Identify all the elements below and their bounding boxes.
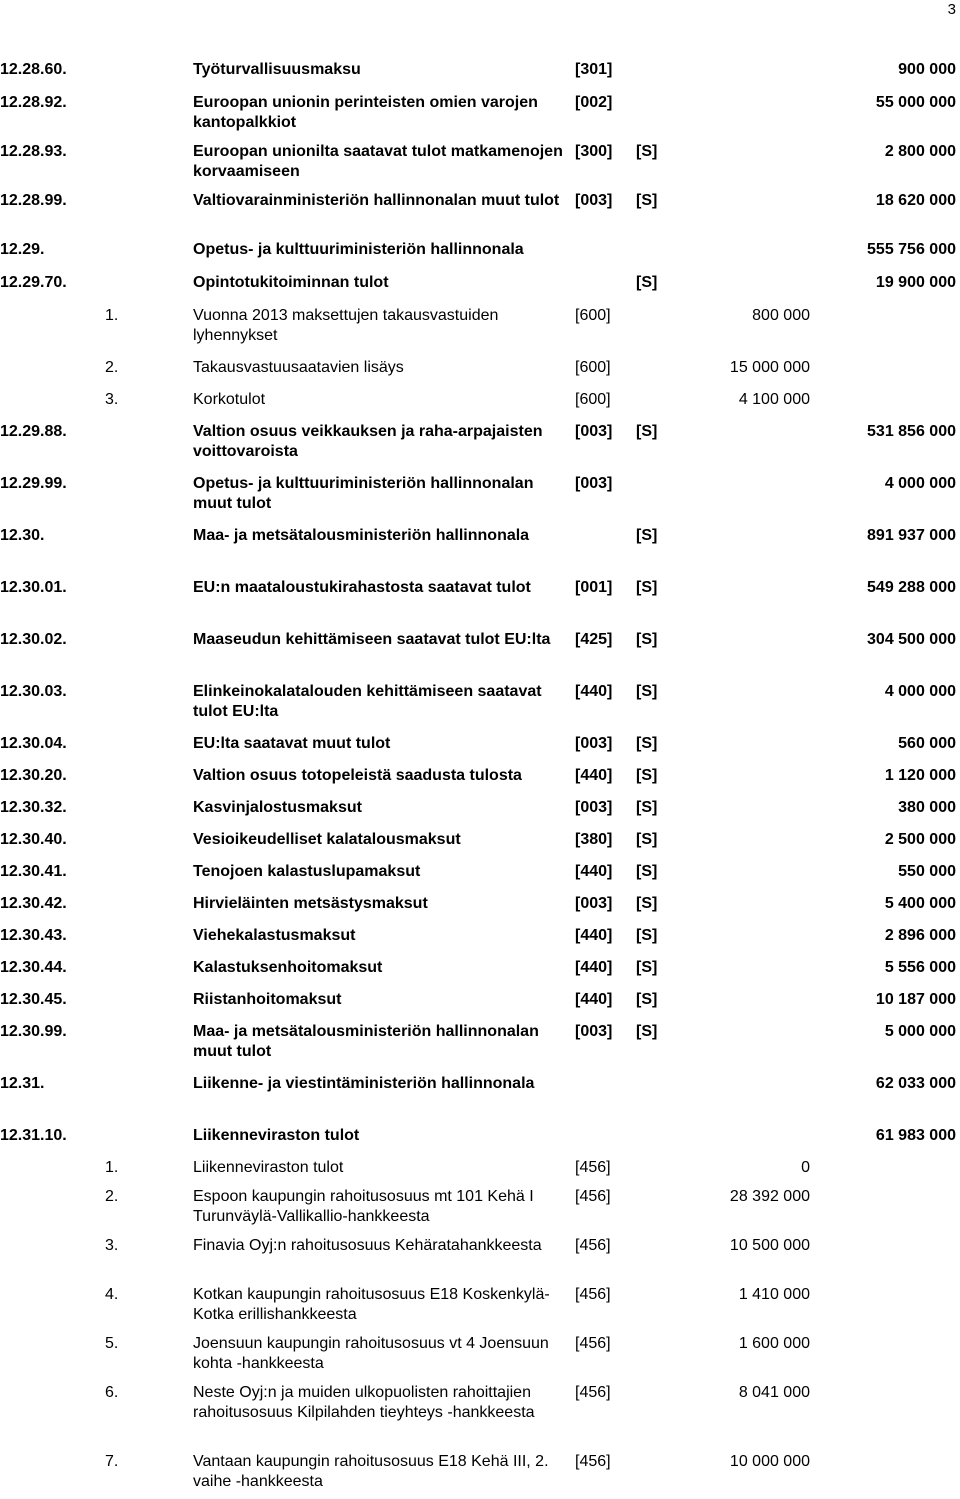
budget-row bbox=[0, 91, 960, 133]
row-amount: 304 500 000 bbox=[867, 631, 956, 648]
budget-income-list bbox=[0, 58, 960, 1499]
row-tag: [S] bbox=[636, 192, 658, 209]
row-amount: 380 000 bbox=[898, 799, 956, 816]
row-label: Vesioikeudelliset kalatalousmaksut bbox=[193, 831, 461, 848]
row-label: Elinkeinokalatalouden kehittämiseen saatavat tulot EU:lta bbox=[193, 683, 542, 720]
row-tag: [S] bbox=[636, 863, 658, 880]
row-code: 12.28.93. bbox=[0, 143, 67, 160]
budget-row bbox=[0, 524, 960, 566]
row-ref: [440] bbox=[575, 927, 613, 944]
row-code: 12.30.45. bbox=[0, 991, 67, 1008]
row-amount: 2 500 000 bbox=[884, 831, 956, 848]
sub-item-label: Joensuun kaupungin rahoitusosuus vt 4 Joensuun kohta -hankkeesta bbox=[193, 1335, 549, 1372]
sub-item-label: Takausvastuusaatavien lisäys bbox=[193, 359, 404, 376]
row-ref: [003] bbox=[575, 423, 613, 440]
row-ref: [003] bbox=[575, 1023, 613, 1040]
sub-item-ref: [456] bbox=[575, 1159, 611, 1176]
row-amount: 4 000 000 bbox=[884, 683, 956, 700]
sub-item-amount: 1 410 000 bbox=[738, 1286, 810, 1303]
page-number: 3 bbox=[947, 1, 956, 18]
sub-item-ref: [456] bbox=[575, 1335, 611, 1352]
sub-item-number: 4. bbox=[105, 1286, 119, 1303]
row-tag: [S] bbox=[636, 735, 658, 752]
budget-row bbox=[0, 140, 960, 182]
row-ref: [380] bbox=[575, 831, 613, 848]
budget-row bbox=[0, 860, 960, 882]
budget-row bbox=[0, 1124, 960, 1146]
sub-item-row bbox=[0, 1283, 960, 1325]
sub-item-number: 6. bbox=[105, 1384, 119, 1401]
row-code: 12.30.41. bbox=[0, 863, 67, 880]
sub-item-ref: [456] bbox=[575, 1237, 611, 1254]
budget-row bbox=[0, 238, 960, 260]
row-tag: [S] bbox=[636, 831, 658, 848]
row-code: 12.29.88. bbox=[0, 423, 67, 440]
row-ref: [440] bbox=[575, 767, 613, 784]
sub-item-label: Liikenneviraston tulot bbox=[193, 1159, 344, 1176]
row-code: 12.30.99. bbox=[0, 1023, 67, 1040]
row-label: Kalastuksenhoitomaksut bbox=[193, 959, 383, 976]
row-amount: 18 620 000 bbox=[875, 192, 956, 209]
row-ref: [002] bbox=[575, 94, 613, 111]
row-ref: [440] bbox=[575, 991, 613, 1008]
sub-item-number: 2. bbox=[105, 359, 119, 376]
row-tag: [S] bbox=[636, 1023, 658, 1040]
row-ref: [003] bbox=[575, 475, 613, 492]
row-amount: 555 756 000 bbox=[867, 241, 956, 258]
sub-item-amount: 8 041 000 bbox=[738, 1384, 810, 1401]
row-amount: 5 400 000 bbox=[884, 895, 956, 912]
sub-item-amount: 10 500 000 bbox=[729, 1237, 810, 1254]
row-amount: 550 000 bbox=[898, 863, 956, 880]
sub-item-row bbox=[0, 1381, 960, 1443]
row-tag: [S] bbox=[636, 767, 658, 784]
row-label: Riistanhoitomaksut bbox=[193, 991, 342, 1008]
row-tag: [S] bbox=[636, 423, 658, 440]
sub-item-ref: [456] bbox=[575, 1384, 611, 1401]
budget-row bbox=[0, 472, 960, 514]
row-amount: 55 000 000 bbox=[875, 94, 956, 111]
sub-item-ref: [600] bbox=[575, 391, 611, 408]
row-label: Euroopan unionilta saatavat tulot matkamenojen korvaamiseen bbox=[193, 143, 563, 180]
budget-row bbox=[0, 956, 960, 978]
sub-item-row bbox=[0, 304, 960, 346]
row-ref: [003] bbox=[575, 895, 613, 912]
row-tag: [S] bbox=[636, 143, 658, 160]
budget-row bbox=[0, 1072, 960, 1114]
sub-item-number: 2. bbox=[105, 1188, 119, 1205]
row-amount: 10 187 000 bbox=[875, 991, 956, 1008]
row-amount: 1 120 000 bbox=[884, 767, 956, 784]
row-tag: [S] bbox=[636, 274, 658, 291]
row-amount: 531 856 000 bbox=[867, 423, 956, 440]
row-ref: [425] bbox=[575, 631, 613, 648]
row-amount: 900 000 bbox=[898, 61, 956, 78]
row-code: 12.30.03. bbox=[0, 683, 67, 700]
sub-item-row bbox=[0, 1185, 960, 1227]
row-amount: 560 000 bbox=[898, 735, 956, 752]
row-amount: 61 983 000 bbox=[875, 1127, 956, 1144]
sub-item-ref: [456] bbox=[575, 1453, 611, 1470]
row-label: EU:n maataloustukirahastosta saatavat tulot bbox=[193, 579, 531, 596]
sub-item-ref: [456] bbox=[575, 1188, 611, 1205]
row-label: Maa- ja metsätalousministeriön hallinnonalan muut tulot bbox=[193, 1023, 539, 1060]
sub-item-ref: [600] bbox=[575, 359, 611, 376]
row-amount: 5 556 000 bbox=[884, 959, 956, 976]
sub-item-amount: 1 600 000 bbox=[738, 1335, 810, 1352]
budget-row bbox=[0, 988, 960, 1010]
sub-item-number: 5. bbox=[105, 1335, 119, 1352]
budget-row bbox=[0, 628, 960, 670]
row-ref: [301] bbox=[575, 61, 613, 78]
row-code: 12.28.99. bbox=[0, 192, 67, 209]
budget-row bbox=[0, 680, 960, 722]
row-label: Euroopan unionin perinteisten omien varojen kantopalkkiot bbox=[193, 94, 538, 131]
sub-item-amount: 15 000 000 bbox=[729, 359, 810, 376]
row-code: 12.29.99. bbox=[0, 475, 67, 492]
budget-row bbox=[0, 576, 960, 618]
row-code: 12.28.60. bbox=[0, 61, 67, 78]
sub-item-number: 3. bbox=[105, 1237, 119, 1254]
row-code: 12.30.42. bbox=[0, 895, 67, 912]
row-code: 12.30.20. bbox=[0, 767, 67, 784]
sub-item-row bbox=[0, 1332, 960, 1374]
sub-item-row bbox=[0, 1234, 960, 1276]
row-ref: [003] bbox=[575, 799, 613, 816]
budget-row bbox=[0, 892, 960, 914]
row-label: Opetus- ja kulttuuriministeriön hallinnonala bbox=[193, 241, 524, 258]
row-code: 12.29. bbox=[0, 241, 45, 258]
sub-item-amount: 0 bbox=[801, 1159, 810, 1176]
row-amount: 891 937 000 bbox=[867, 527, 956, 544]
sub-item-row bbox=[0, 1156, 960, 1178]
budget-row bbox=[0, 271, 960, 293]
row-amount: 62 033 000 bbox=[875, 1075, 956, 1092]
row-code: 12.30.32. bbox=[0, 799, 67, 816]
budget-row bbox=[0, 924, 960, 946]
row-label: Valtiovarainministeriön hallinnonalan muut tulot bbox=[193, 192, 560, 209]
row-amount: 2 800 000 bbox=[884, 143, 956, 160]
row-ref: [003] bbox=[575, 735, 613, 752]
row-code: 12.30.40. bbox=[0, 831, 67, 848]
row-label: Valtion osuus veikkauksen ja raha-arpajaisten voittovaroista bbox=[193, 423, 543, 460]
row-label: Liikenne- ja viestintäministeriön hallinnonala bbox=[193, 1075, 535, 1092]
sub-item-label: Vantaan kaupungin rahoitusosuus E18 Kehä III, 2. vaihe -hankkeesta bbox=[193, 1453, 549, 1490]
row-amount: 5 000 000 bbox=[884, 1023, 956, 1040]
row-tag: [S] bbox=[636, 799, 658, 816]
row-label: Tenojoen kalastuslupamaksut bbox=[193, 863, 421, 880]
budget-row bbox=[0, 732, 960, 754]
row-code: 12.28.92. bbox=[0, 94, 67, 111]
sub-item-number: 7. bbox=[105, 1453, 119, 1470]
row-label: Opetus- ja kulttuuriministeriön hallinnonalan muut tulot bbox=[193, 475, 534, 512]
row-code: 12.30.44. bbox=[0, 959, 67, 976]
sub-item-label: Korkotulot bbox=[193, 391, 266, 408]
row-label: Hirvieläinten metsästysmaksut bbox=[193, 895, 428, 912]
row-label: Työturvallisuusmaksu bbox=[193, 61, 361, 78]
row-label: Maaseudun kehittämiseen saatavat tulot EU:lta bbox=[193, 631, 551, 648]
sub-item-label: Neste Oyj:n ja muiden ulkopuolisten rahoittajien rahoitusosuus Kilpilahden tieyhteys -hankkeesta bbox=[193, 1384, 535, 1421]
sub-item-ref: [456] bbox=[575, 1286, 611, 1303]
row-amount: 19 900 000 bbox=[875, 274, 956, 291]
row-amount: 2 896 000 bbox=[884, 927, 956, 944]
row-code: 12.31.10. bbox=[0, 1127, 67, 1144]
row-code: 12.30.02. bbox=[0, 631, 67, 648]
row-ref: [300] bbox=[575, 143, 613, 160]
budget-row bbox=[0, 420, 960, 462]
row-code: 12.30.43. bbox=[0, 927, 67, 944]
row-amount: 549 288 000 bbox=[867, 579, 956, 596]
sub-item-amount: 4 100 000 bbox=[738, 391, 810, 408]
row-tag: [S] bbox=[636, 631, 658, 648]
sub-item-label: Vuonna 2013 maksettujen takausvastuiden lyhennykset bbox=[193, 307, 499, 344]
row-ref: [440] bbox=[575, 959, 613, 976]
sub-item-label: Kotkan kaupungin rahoitusosuus E18 Koskenkylä-Kotka erillishankkeesta bbox=[193, 1286, 550, 1323]
sub-item-label: Espoon kaupungin rahoitusosuus mt 101 Kehä I Turunväylä-Vallikallio-hankkeesta bbox=[193, 1188, 534, 1225]
sub-item-row bbox=[0, 356, 960, 378]
sub-item-number: 1. bbox=[105, 307, 119, 324]
sub-item-amount: 10 000 000 bbox=[729, 1453, 810, 1470]
sub-item-amount: 800 000 bbox=[752, 307, 810, 324]
row-label: Kasvinjalostusmaksut bbox=[193, 799, 362, 816]
row-tag: [S] bbox=[636, 927, 658, 944]
row-ref: [440] bbox=[575, 863, 613, 880]
budget-row bbox=[0, 1020, 960, 1062]
row-label: Maa- ja metsätalousministeriön hallinnonala bbox=[193, 527, 530, 544]
sub-item-row bbox=[0, 1450, 960, 1492]
sub-item-ref: [600] bbox=[575, 307, 611, 324]
row-ref: [440] bbox=[575, 683, 613, 700]
row-ref: [001] bbox=[575, 579, 613, 596]
row-code: 12.30.04. bbox=[0, 735, 67, 752]
row-code: 12.30.01. bbox=[0, 579, 67, 596]
sub-item-number: 3. bbox=[105, 391, 119, 408]
budget-row bbox=[0, 828, 960, 850]
row-code: 12.31. bbox=[0, 1075, 45, 1092]
row-tag: [S] bbox=[636, 527, 658, 544]
row-label: EU:lta saatavat muut tulot bbox=[193, 735, 391, 752]
row-label: Viehekalastusmaksut bbox=[193, 927, 356, 944]
row-tag: [S] bbox=[636, 683, 658, 700]
row-tag: [S] bbox=[636, 991, 658, 1008]
budget-row bbox=[0, 796, 960, 818]
sub-item-row bbox=[0, 388, 960, 410]
row-label: Valtion osuus totopeleistä saadusta tulosta bbox=[193, 767, 522, 784]
row-label: Opintotukitoiminnan tulot bbox=[193, 274, 389, 291]
row-code: 12.30. bbox=[0, 527, 45, 544]
row-tag: [S] bbox=[636, 959, 658, 976]
sub-item-amount: 28 392 000 bbox=[729, 1188, 810, 1205]
row-amount: 4 000 000 bbox=[884, 475, 956, 492]
row-code: 12.29.70. bbox=[0, 274, 67, 291]
budget-row bbox=[0, 189, 960, 231]
row-tag: [S] bbox=[636, 895, 658, 912]
row-tag: [S] bbox=[636, 579, 658, 596]
row-label: Liikenneviraston tulot bbox=[193, 1127, 360, 1144]
budget-row bbox=[0, 58, 960, 80]
sub-item-number: 1. bbox=[105, 1159, 119, 1176]
budget-row bbox=[0, 764, 960, 786]
sub-item-label: Finavia Oyj:n rahoitusosuus Kehäratahankkeesta bbox=[193, 1237, 542, 1254]
row-ref: [003] bbox=[575, 192, 613, 209]
